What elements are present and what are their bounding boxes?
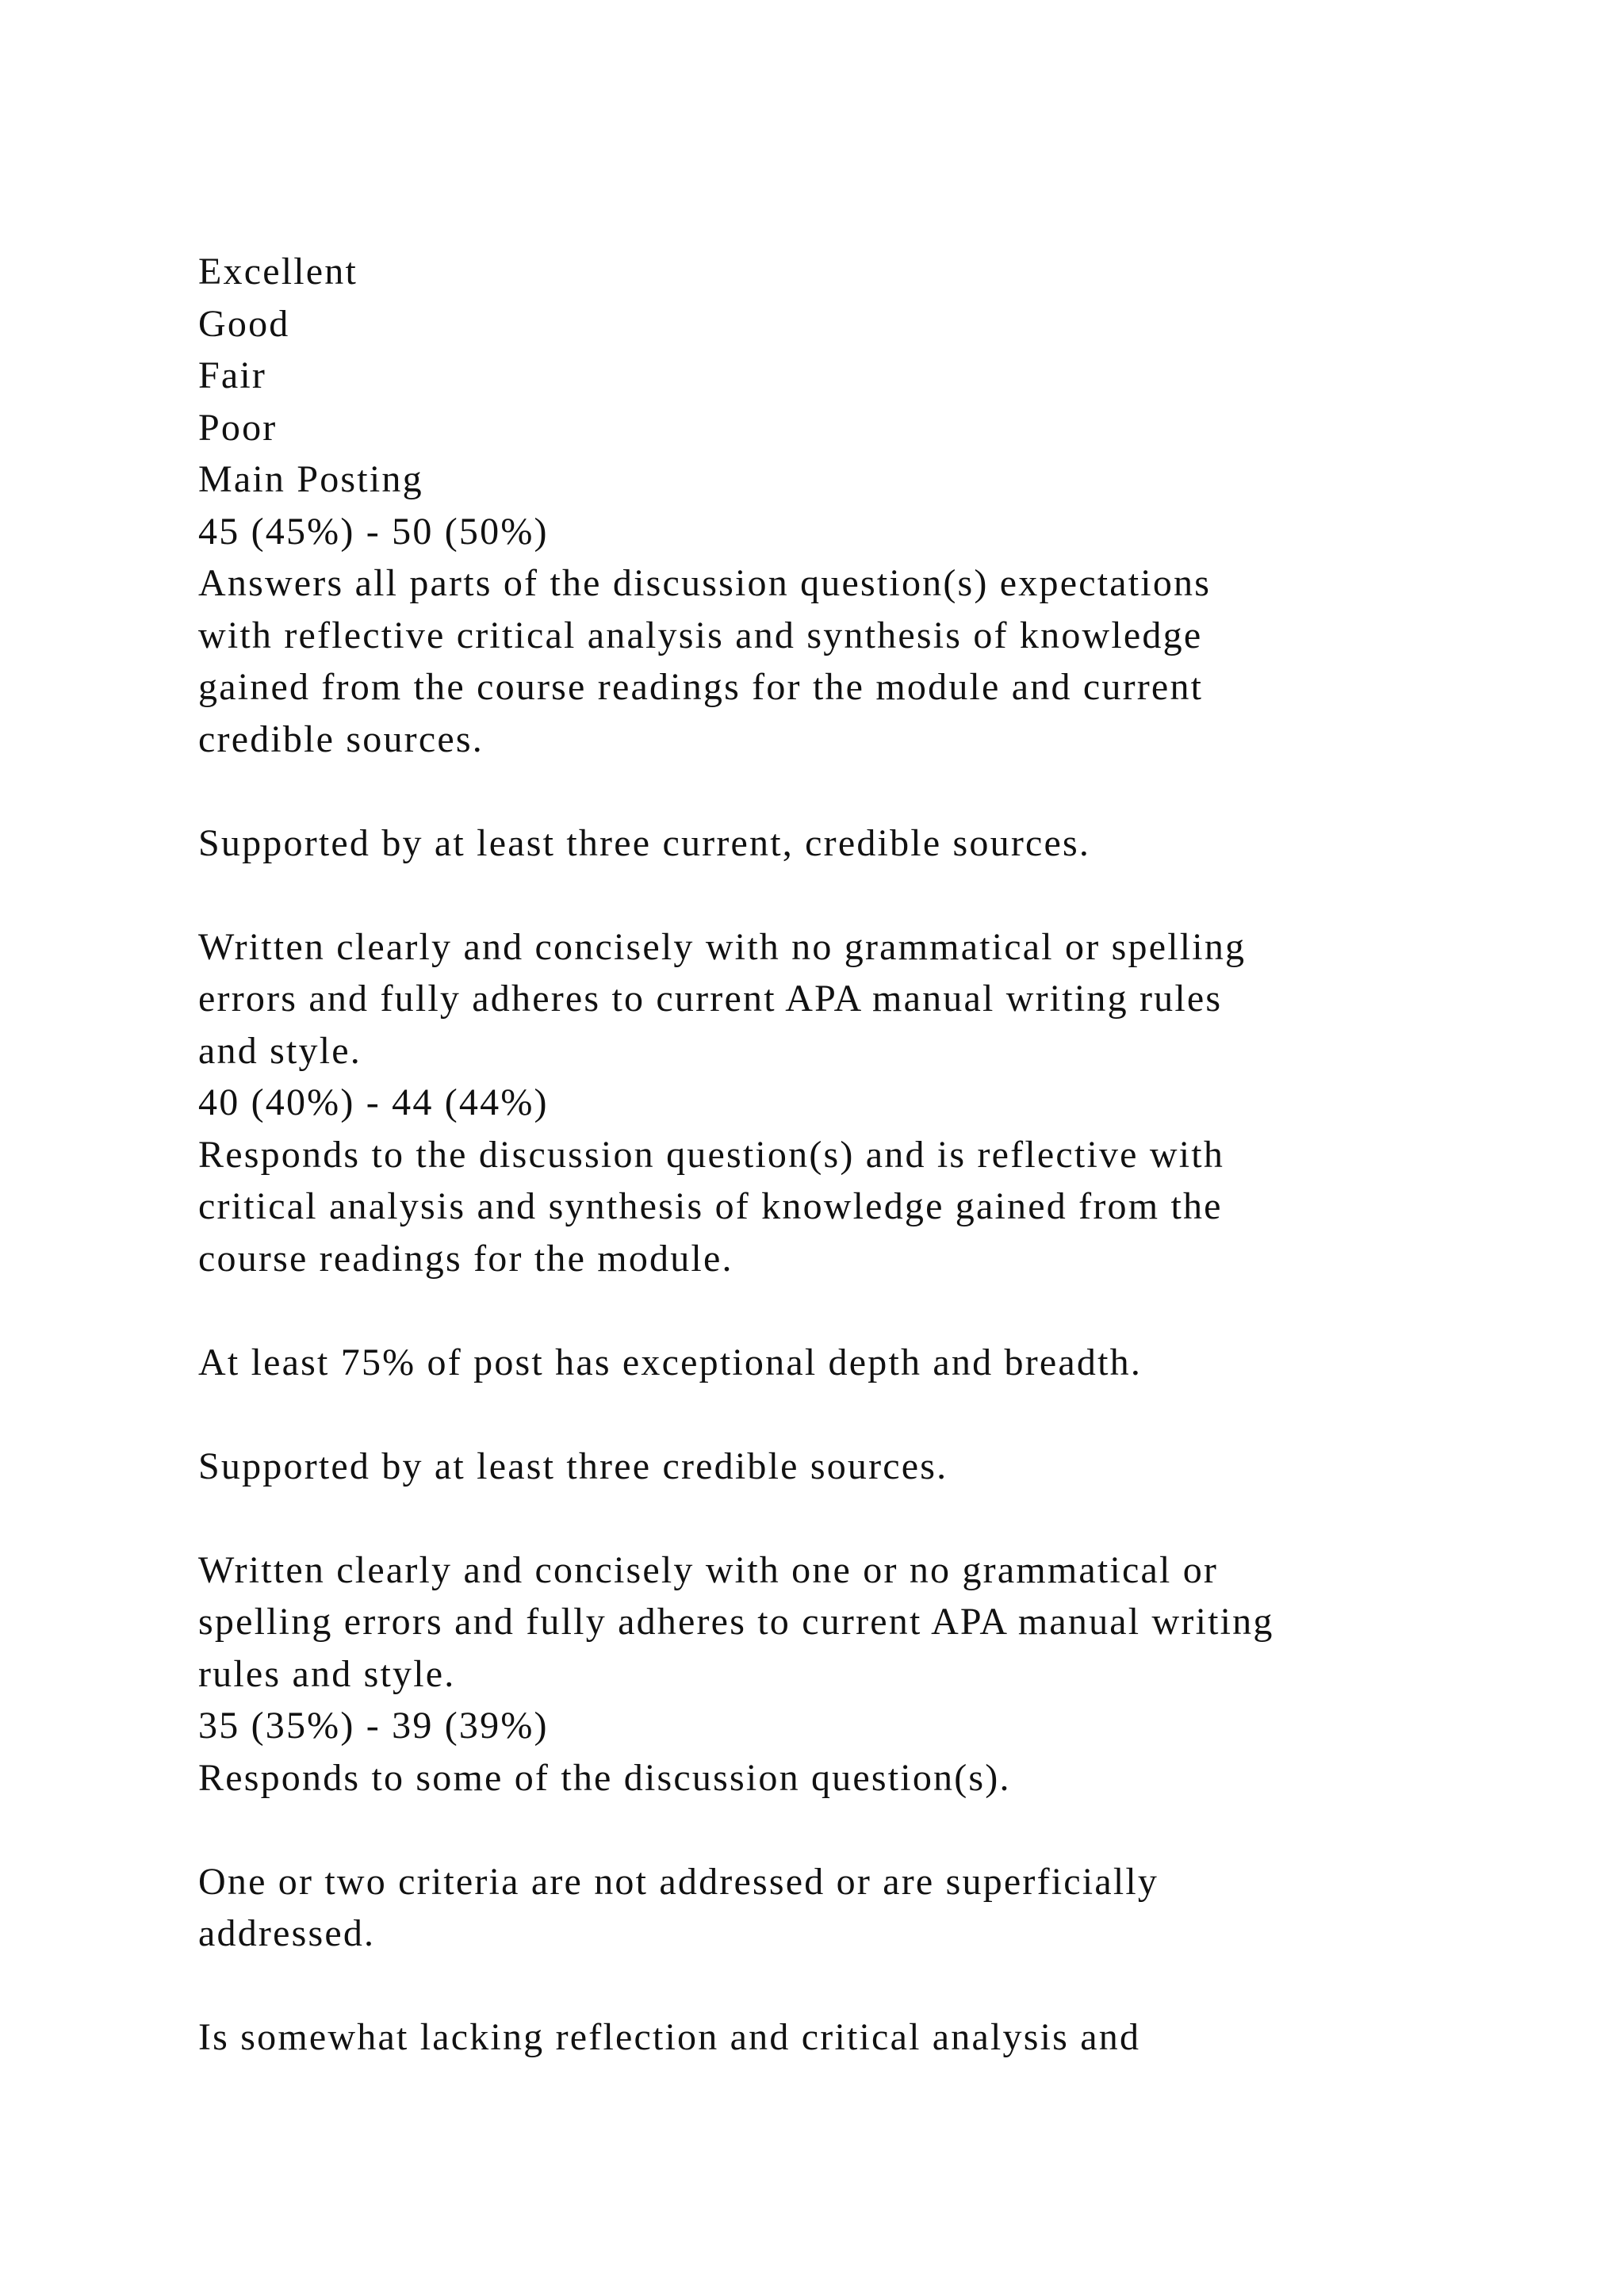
text-line: Is somewhat lacking reflection and critical analysis and bbox=[198, 2016, 1141, 2058]
text-line: critical analysis and synthesis of knowledge gained from the bbox=[198, 1185, 1223, 1227]
text-line: At least 75% of post has exceptional depth and breadth. bbox=[198, 1341, 1143, 1383]
text-line: Supported by at least three current, credible sources. bbox=[198, 821, 1091, 864]
text-line: rules and style. bbox=[198, 1652, 456, 1695]
document-text bbox=[198, 246, 1507, 2064]
rating-poor: Poor bbox=[198, 406, 278, 449]
score-range-good: 40 (40%) - 44 (44%) bbox=[198, 1081, 549, 1123]
text-line: Answers all parts of the discussion question(s) expectations bbox=[198, 562, 1212, 604]
blank-line bbox=[198, 869, 1507, 921]
text-line: addressed. bbox=[198, 1912, 376, 1954]
text-line: with reflective critical analysis and synthesis of knowledge bbox=[198, 614, 1203, 656]
text-line: Written clearly and concisely with no grammatical or spelling bbox=[198, 925, 1247, 968]
criterion-main-posting: Main Posting bbox=[198, 458, 423, 500]
text-line: course readings for the module. bbox=[198, 1237, 733, 1280]
text-line: and style. bbox=[198, 1029, 362, 1072]
score-range-fair: 35 (35%) - 39 (39%) bbox=[198, 1705, 549, 1747]
text-line: spelling errors and fully adheres to current APA manual writing bbox=[198, 1601, 1274, 1643]
text-line: Responds to some of the discussion question(s). bbox=[198, 1756, 1011, 1799]
blank-line bbox=[198, 1388, 1507, 1441]
text-line: gained from the course readings for the module and current bbox=[198, 666, 1204, 708]
text-line: Written clearly and concisely with one or no grammatical or bbox=[198, 1548, 1219, 1591]
blank-line bbox=[198, 1960, 1507, 2012]
score-range-excellent: 45 (45%) - 50 (50%) bbox=[198, 510, 549, 553]
text-line: Supported by at least three credible sources. bbox=[198, 1445, 948, 1487]
rating-good: Good bbox=[198, 302, 290, 345]
rating-fair: Fair bbox=[198, 354, 267, 396]
blank-line bbox=[198, 1492, 1507, 1544]
blank-line bbox=[198, 1804, 1507, 1856]
text-line: One or two criteria are not addressed or are superficially bbox=[198, 1860, 1159, 1903]
blank-line bbox=[198, 765, 1507, 817]
text-line: credible sources. bbox=[198, 718, 484, 760]
blank-line bbox=[198, 1284, 1507, 1337]
rating-excellent: Excellent bbox=[198, 251, 358, 293]
text-line: errors and fully adheres to current APA manual writing rules bbox=[198, 978, 1223, 1020]
text-line: Responds to the discussion question(s) and is reflective with bbox=[198, 1133, 1225, 1176]
